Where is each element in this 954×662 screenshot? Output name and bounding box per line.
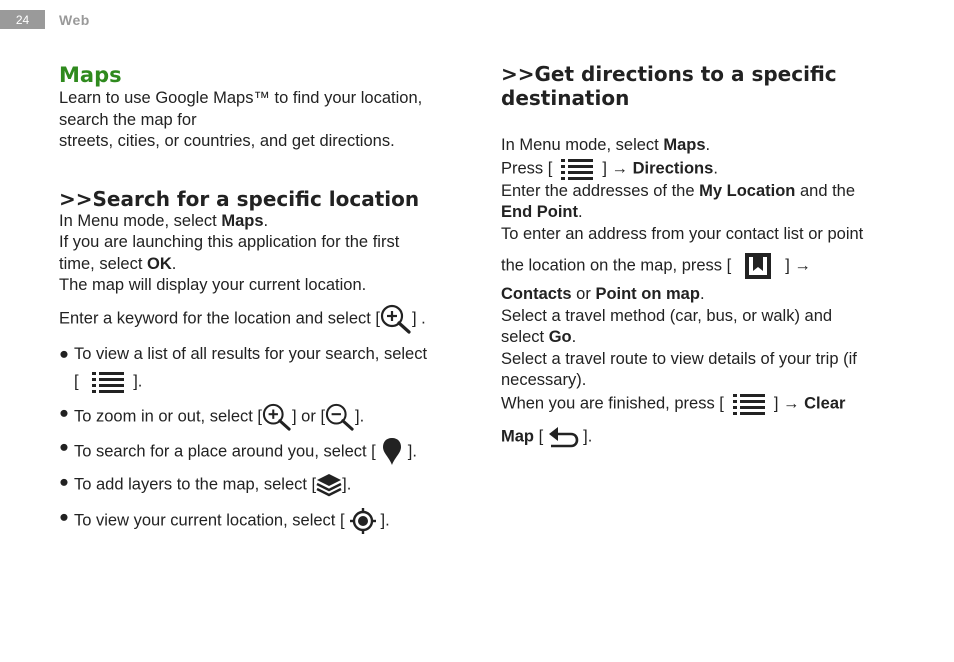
maps-title: Maps bbox=[59, 63, 122, 87]
search-step-3: time, select OK. bbox=[59, 254, 177, 273]
menu-icon bbox=[732, 392, 766, 416]
directions-step-1: In Menu mode, select Maps. bbox=[501, 136, 711, 154]
section-label: Web bbox=[59, 11, 90, 28]
intro-line-1: Learn to use Google Maps™ to find your location, bbox=[59, 89, 423, 107]
my-location-icon bbox=[349, 507, 377, 535]
bullet-results-text: To view a list of all results for your search, select bbox=[74, 344, 428, 363]
zoom-out-icon bbox=[325, 403, 355, 431]
bullet-results: ● To view a list of all results for your search, select [ ]. bbox=[59, 344, 464, 395]
bullet-dot: ● bbox=[59, 473, 69, 491]
menu-icon bbox=[91, 370, 125, 394]
directions-step-4: To enter an address from your contact list or point bbox=[501, 224, 864, 243]
bullet-dot: ● bbox=[59, 344, 69, 363]
page-number: 24 bbox=[15, 12, 30, 27]
directions-heading: >>Get directions to a specific destination bbox=[501, 62, 837, 110]
directions-step-9: When you are finished, press [ ] → Clear bbox=[501, 392, 901, 416]
place-pin-icon bbox=[382, 437, 402, 467]
menu-icon bbox=[560, 157, 594, 181]
page-number-tab bbox=[0, 10, 45, 29]
directions-step-8: Select a travel route to view details of your trip (if necessary). bbox=[501, 349, 857, 389]
zoom-in-icon bbox=[262, 403, 292, 431]
layers-icon bbox=[316, 472, 342, 498]
directions-step-2: Press [ ] → Directions. bbox=[501, 157, 901, 181]
search-step-2: If you are launching this application for the first bbox=[59, 233, 400, 251]
directions-step-7: Select a travel method (car, bus, or walk) and select Go. bbox=[501, 306, 833, 346]
bullet-layers: ● To add layers to the map, select [ ]. bbox=[59, 472, 464, 498]
directions-step-3: Enter the addresses of the My Location and the End Point. bbox=[501, 181, 856, 221]
back-icon bbox=[547, 424, 579, 450]
directions-step-6: Contacts or Point on map. bbox=[501, 285, 705, 303]
intro-line-2: search the map for bbox=[59, 110, 197, 129]
bullet-place: ● To search for a place around you, select [ ]. bbox=[59, 437, 464, 467]
zoom-in-icon bbox=[380, 304, 412, 334]
bullet-zoom: ● To zoom in or out, select [ ] or [ ]. bbox=[59, 403, 464, 431]
search-step-1: In Menu mode, select Maps. bbox=[59, 211, 269, 230]
left-column bbox=[59, 62, 464, 535]
bullet-dot: ● bbox=[59, 508, 69, 526]
search-step-5: Enter a keyword for the location and select [ ] . bbox=[59, 304, 464, 334]
search-heading: >>Search for a specific location bbox=[59, 186, 420, 211]
bullet-my-location: ● To view your current location, select [ ]. bbox=[59, 507, 464, 535]
directions-step-5: the location on the map, press [ ] → bbox=[501, 251, 901, 281]
bullet-dot: ● bbox=[59, 404, 69, 422]
directions-step-9-cont: Map [ ]. bbox=[501, 424, 901, 450]
bullet-dot: ● bbox=[59, 438, 69, 456]
intro-line-3: streets, cities, or countries, and get directions. bbox=[59, 132, 395, 150]
contact-card-icon bbox=[743, 251, 773, 281]
search-step-4: The map will display your current location. bbox=[59, 276, 367, 294]
right-column bbox=[501, 62, 901, 450]
